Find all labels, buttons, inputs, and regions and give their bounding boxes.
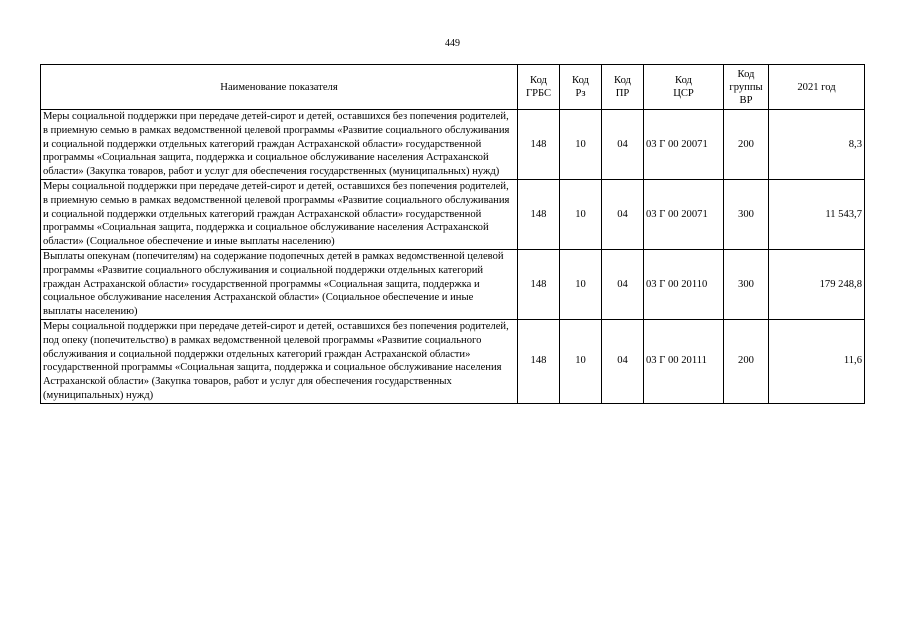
row-name: Выплаты опекунам (попечителям) на содержание подопечных детей в рамках ведомственной целевой программы «Развитие социального обслуживания и социальной поддержки отдельных категорий граждан Астраханской области» государственной программы «Социальная защита, поддержка и социальное обслуживание населения Астраханской области» (Социальное обеспечение и иные выплаты населению) — [41, 249, 518, 319]
budget-table — [40, 64, 865, 404]
row-csr: 03 Г 00 20111 — [644, 319, 724, 403]
table-row — [41, 179, 865, 249]
header-vr: Код группы ВР — [724, 65, 769, 110]
row-amount: 11 543,7 — [769, 179, 865, 249]
row-csr: 03 Г 00 20071 — [644, 179, 724, 249]
row-grbs: 148 — [518, 110, 560, 180]
row-pr: 04 — [602, 319, 644, 403]
row-grbs: 148 — [518, 249, 560, 319]
row-rz: 10 — [560, 319, 602, 403]
row-amount: 11,6 — [769, 319, 865, 403]
row-rz: 10 — [560, 110, 602, 180]
row-pr: 04 — [602, 249, 644, 319]
header-pr: Код ПР — [602, 65, 644, 110]
header-grbs: Код ГРБС — [518, 65, 560, 110]
table-row — [41, 319, 865, 403]
row-pr: 04 — [602, 110, 644, 180]
row-rz: 10 — [560, 249, 602, 319]
row-rz: 10 — [560, 179, 602, 249]
row-csr: 03 Г 00 20071 — [644, 110, 724, 180]
header-csr: Код ЦСР — [644, 65, 724, 110]
header-year: 2021 год — [769, 65, 865, 110]
header-rz: Код Рз — [560, 65, 602, 110]
row-vr: 200 — [724, 110, 769, 180]
table-row — [41, 249, 865, 319]
table-row — [41, 110, 865, 180]
row-grbs: 148 — [518, 179, 560, 249]
row-amount: 8,3 — [769, 110, 865, 180]
row-name: Меры социальной поддержки при передаче детей-сирот и детей, оставшихся без попечения родителей, в приемную семью в рамках ведомственной целевой программы «Развитие социального обслуживания и социальной поддержки отдельных категорий граждан Астраханской области» государственной программы «Социальная защита, поддержка и социальное обслуживание населения Астраханской области» (Закупка товаров, работ и услуг для обеспечения государственных (муниципальных) нужд) — [41, 110, 518, 180]
row-pr: 04 — [602, 179, 644, 249]
row-csr: 03 Г 00 20110 — [644, 249, 724, 319]
row-vr: 200 — [724, 319, 769, 403]
row-grbs: 148 — [518, 319, 560, 403]
row-vr: 300 — [724, 179, 769, 249]
page-number: 449 — [445, 38, 460, 49]
row-vr: 300 — [724, 249, 769, 319]
header-name: Наименование показателя — [41, 65, 518, 110]
row-name: Меры социальной поддержки при передаче детей-сирот и детей, оставшихся без попечения родителей, в приемную семью в рамках ведомственной целевой программы «Развитие социального обслуживания и социальной поддержки отдельных категорий граждан Астраханской области» государственной программы «Социальная защита, поддержка и социальное обслуживание населения Астраханской области» (Социальное обеспечение и иные выплаты населению) — [41, 179, 518, 249]
header-row — [41, 65, 865, 110]
row-amount: 179 248,8 — [769, 249, 865, 319]
row-name: Меры социальной поддержки при передаче детей-сирот и детей, оставшихся без попечения родителей, под опеку (попечительство) в рамках ведомственной целевой программы «Развитие социального обслуживания и социальной поддержки отдельных категорий граждан Астраханской области» государственной программы «Социальная защита, поддержка и социальное обслуживание населения Астраханской области» (Закупка товаров, работ и услуг для обеспечения государственных (муниципальных) нужд) — [41, 319, 518, 403]
